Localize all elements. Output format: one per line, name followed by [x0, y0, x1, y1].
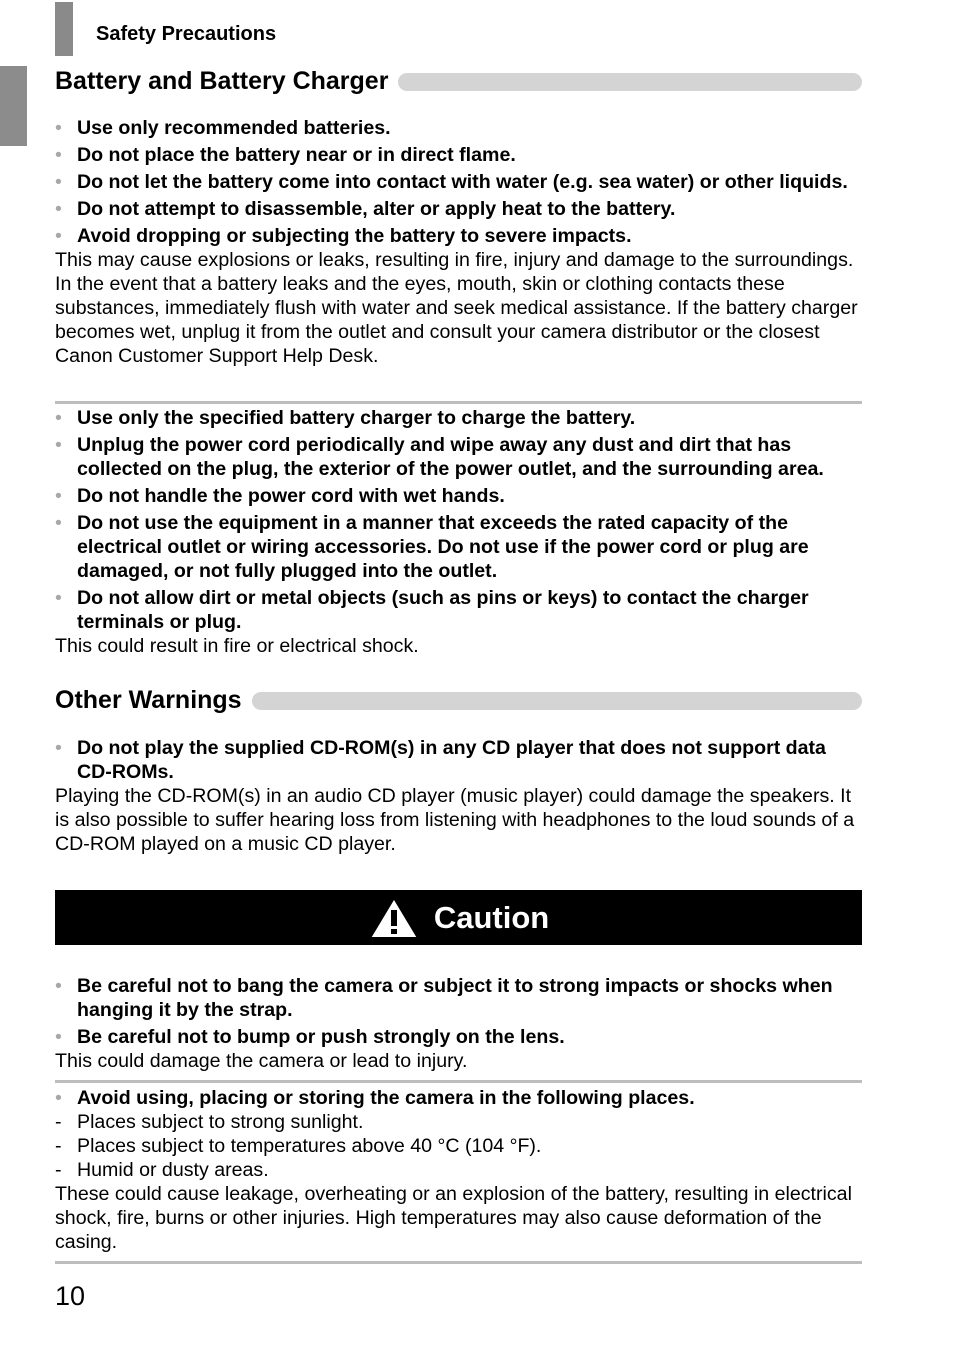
bullet-dot-icon: •	[55, 1087, 62, 1109]
battery-block-1	[55, 116, 865, 368]
bullet-dot-icon: •	[55, 225, 62, 247]
warning-triangle-icon	[368, 896, 420, 940]
bullet-item: • Avoid dropping or subjecting the battery to severe impacts.	[55, 225, 632, 247]
bullet-item: • Do not attempt to disassemble, alter or apply heat to the battery.	[55, 198, 676, 220]
bullet-item: • Do not place the battery near or in direct flame.	[55, 144, 516, 166]
bullet-item: • Use only the specified battery charger to charge the battery.	[55, 407, 636, 429]
bullet-dot-icon: •	[55, 198, 62, 220]
camera-damage-explanation: This could damage the camera or lead to injury.	[55, 1050, 468, 1072]
caution-block-1	[55, 974, 865, 1073]
caution-banner	[55, 890, 862, 945]
battery-section-heading	[55, 67, 862, 96]
bullet-item: • Unplug the power cord periodically and wipe away any dust and dirt that has collected on the plug, the exterior of the power outlet, and the surrounding area.	[55, 434, 824, 480]
bullet-item: • Do not let the battery come into contact with water (e.g. sea water) or other liquids.	[55, 171, 848, 193]
bullet-dot-icon: •	[55, 512, 62, 534]
bullet-dot-icon: •	[55, 171, 62, 193]
battery-block-2	[55, 406, 865, 658]
other-warnings-heading	[55, 686, 862, 715]
caution-title: Caution	[433, 899, 550, 935]
divider	[55, 401, 862, 404]
bullet-dot-icon: •	[55, 587, 62, 609]
divider	[55, 1080, 862, 1083]
other-warnings-block	[55, 736, 865, 856]
caution-block-2	[55, 1086, 865, 1254]
battery-heading-text: Battery and Battery Charger	[55, 67, 389, 95]
bullet-item: • Avoid using, placing or storing the camera in the following places.	[55, 1087, 695, 1109]
bullet-dot-icon: •	[55, 485, 62, 507]
bullet-dot-icon: •	[55, 117, 62, 139]
page-number: 10	[55, 1281, 86, 1311]
cdrom-explanation: Playing the CD-ROM(s) in an audio CD player (music player) could damage the speakers. It is also possible to suffer hearing loss from listening with headphones to the loud sounds of a CD-ROM played on a music CD player.	[55, 785, 855, 855]
bullet-item: • Do not use the equipment in a manner that exceeds the rated capacity of the electrical outlet or wiring accessories. Do not use if the power cord or plug are damaged, or not fully plugged into the outlet.	[55, 512, 809, 582]
charger-explanation: This could result in fire or electrical shock.	[55, 635, 419, 657]
heading-bar	[252, 692, 862, 710]
running-header: Safety Precautions	[96, 23, 277, 45]
storage-explanation: These could cause leakage, overheating or an explosion of the battery, resulting in electrical shock, fire, burns or other injuries. High temperatures may also cause deformation of the casing.	[55, 1183, 852, 1253]
bullet-item: • Do not play the supplied CD-ROM(s) in any CD player that does not support data CD-ROMs.	[55, 737, 826, 783]
dash-item: - Places subject to strong sunlight.	[55, 1111, 364, 1133]
dash-item: - Humid or dusty areas.	[55, 1159, 269, 1181]
battery-explanation: This may cause explosions or leaks, resulting in fire, injury and damage to the surroundings. In the event that a battery leaks and the eyes, mouth, skin or clothing contacts these substances, immediately flush with water and seek medical assistance. If the battery charger becomes wet, unplug it from the outlet and consult your camera distributor or the closest Canon Customer Support Help Desk.	[55, 249, 858, 367]
bullet-item: • Use only recommended batteries.	[55, 117, 391, 139]
dash-item: - Places subject to temperatures above 40 °C (104 °F).	[55, 1135, 542, 1157]
bullet-item: • Be careful not to bump or push strongly on the lens.	[55, 1026, 565, 1048]
header-marker	[55, 2, 73, 56]
bullet-dot-icon: •	[55, 1026, 62, 1048]
chapter-tab	[0, 66, 27, 146]
bullet-item: • Do not handle the power cord with wet hands.	[55, 485, 505, 507]
bullet-dot-icon: •	[55, 407, 62, 429]
bullet-dot-icon: •	[55, 434, 62, 456]
bullet-dot-icon: •	[55, 144, 62, 166]
bullet-item: • Be careful not to bang the camera or subject it to strong impacts or shocks when hanging it by the strap.	[55, 975, 833, 1021]
heading-bar	[398, 73, 862, 91]
bullet-dot-icon: •	[55, 975, 62, 997]
divider	[55, 1261, 862, 1264]
bullet-dot-icon: •	[55, 737, 62, 759]
bullet-item: • Do not allow dirt or metal objects (such as pins or keys) to contact the charger terminals or plug.	[55, 587, 809, 633]
other-warnings-heading-text: Other Warnings	[55, 686, 242, 714]
